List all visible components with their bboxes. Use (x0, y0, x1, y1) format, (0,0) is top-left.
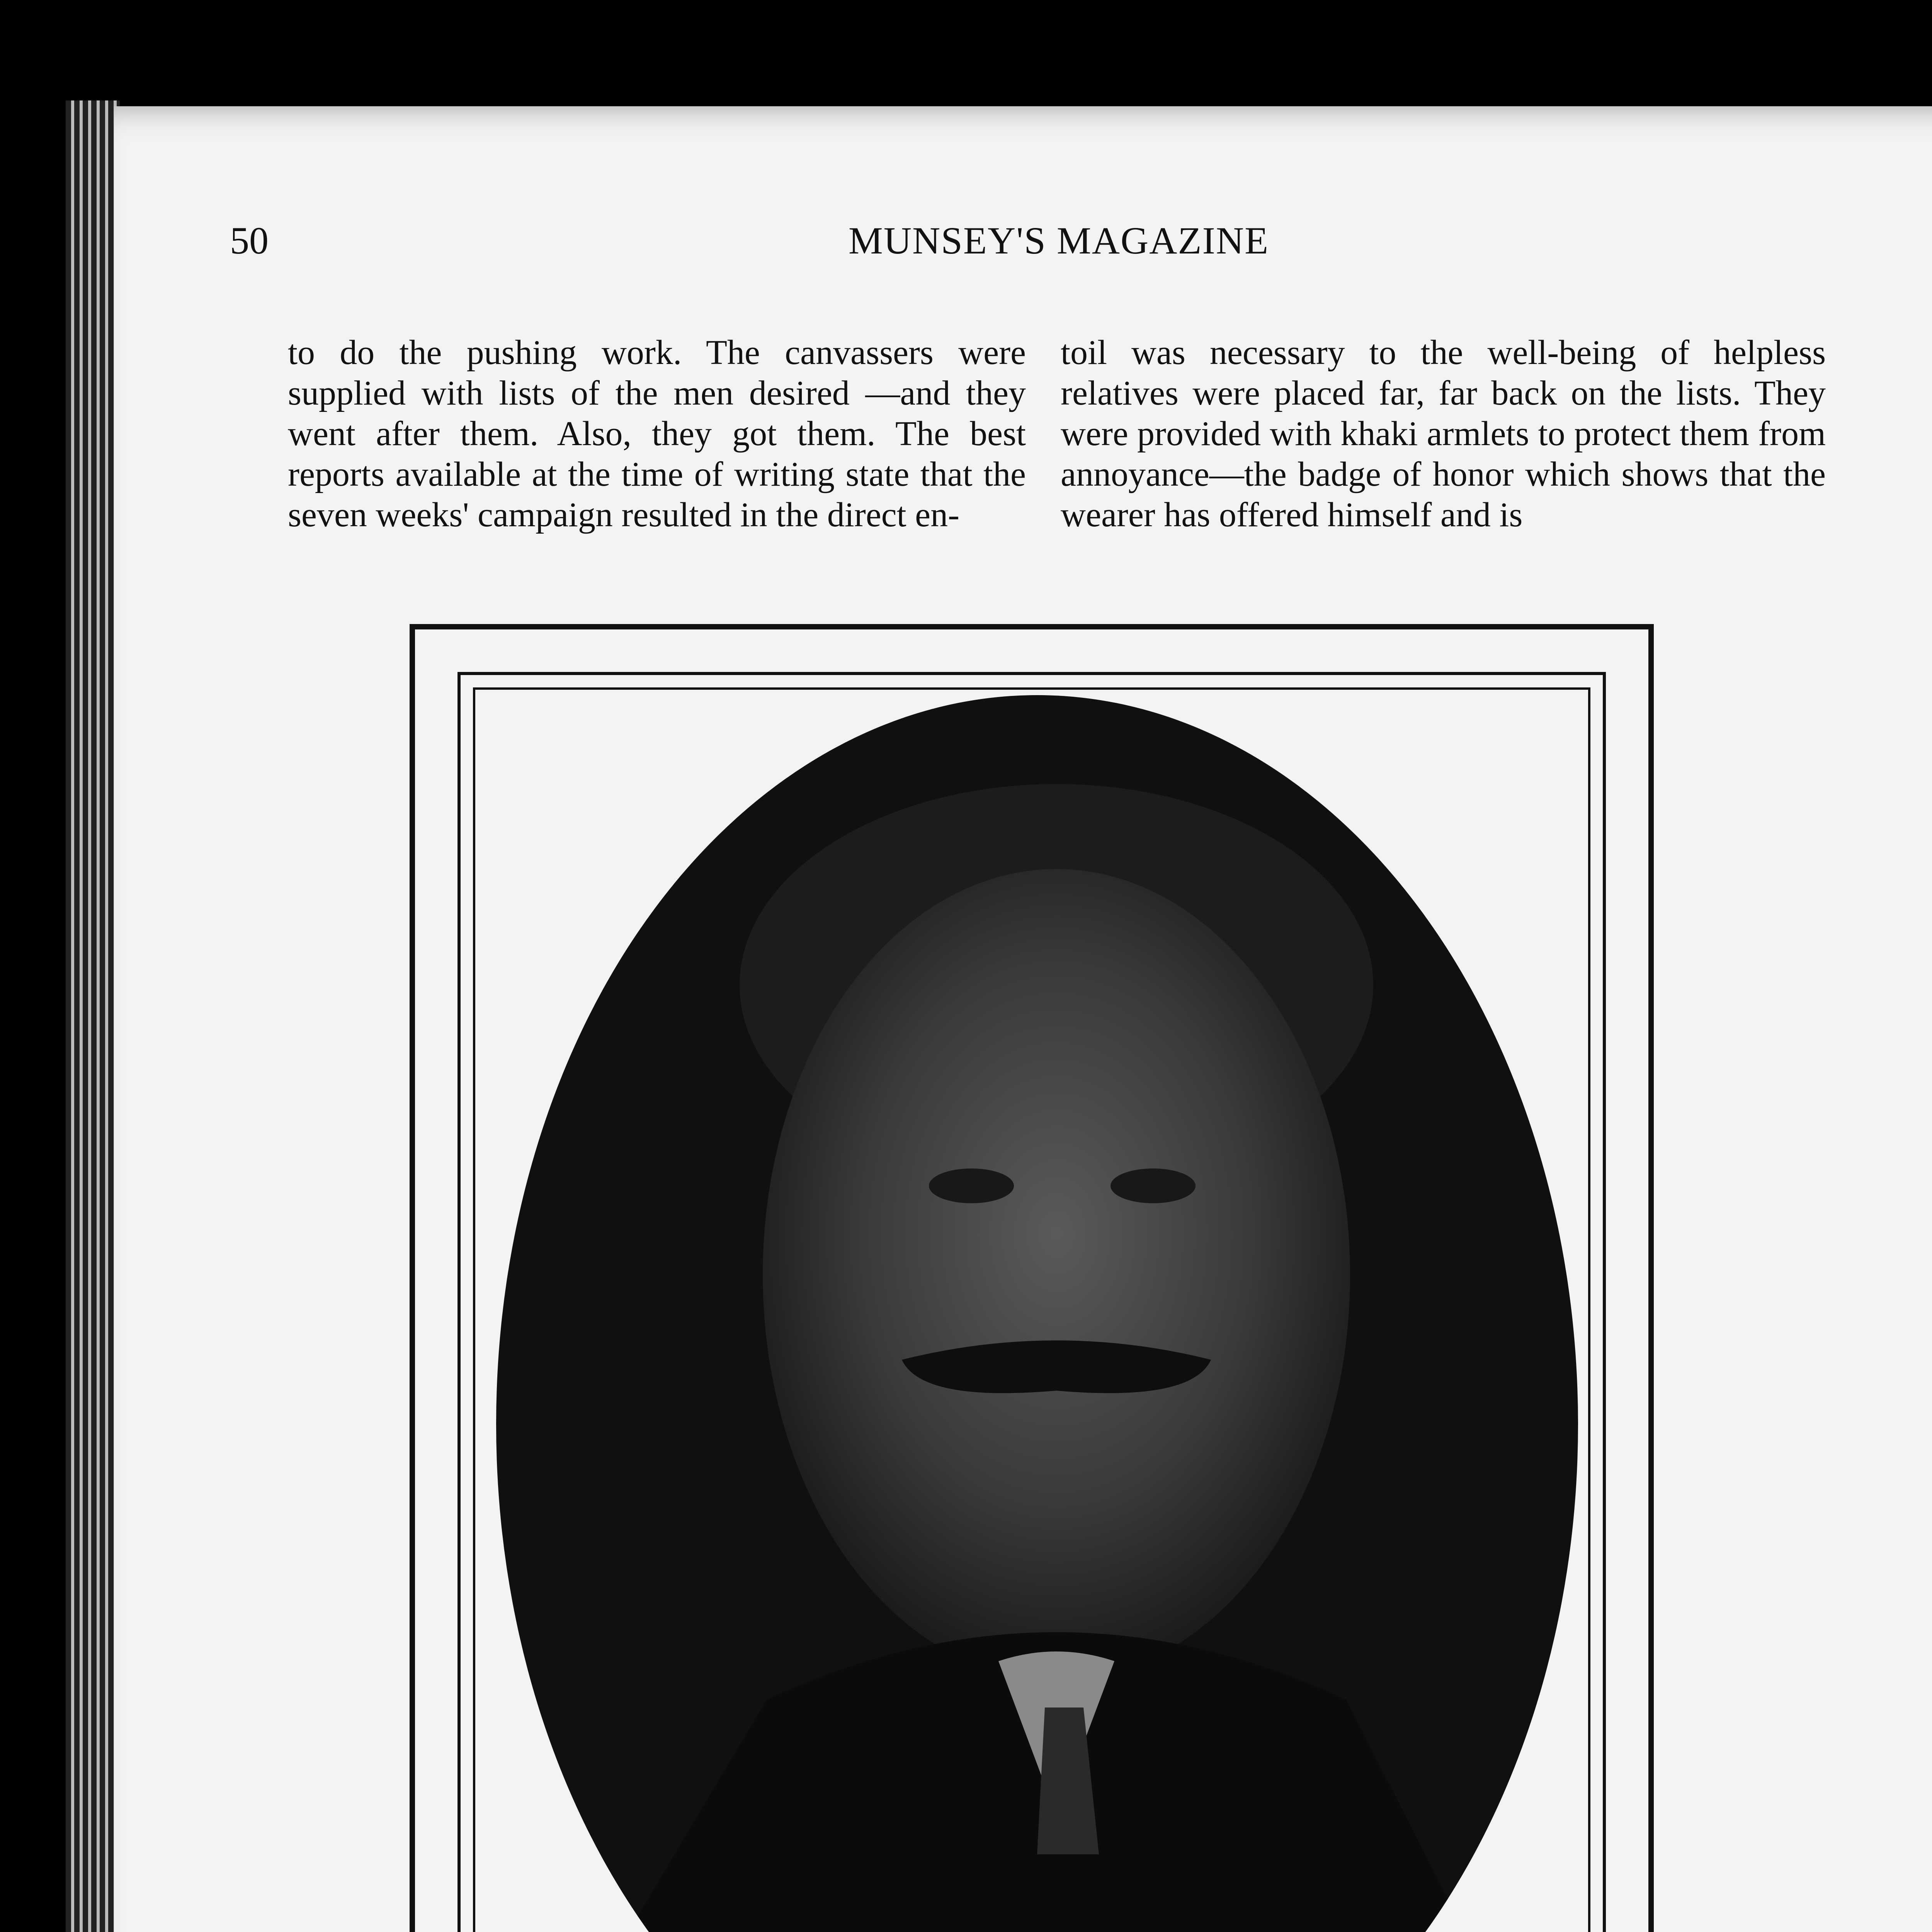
portrait-figure (410, 624, 1654, 1932)
portrait-photograph (496, 695, 1578, 1932)
magazine-page (114, 106, 1932, 1932)
top-left-column (288, 332, 1026, 535)
page-number: 50 (230, 219, 269, 262)
paragraph: to do the pushing work. The canvassers were supplied with lists of the men desired —and they went after them. Also, they got them. The best reports available at the time of writing state that the seven weeks' campaign resulted in the direct en- (288, 333, 1026, 534)
paragraph: toil was necessary to the well-being of helpless relatives were placed far, far back on the lists. They were provided with khaki armlets to protect them from annoyance—the badge of honor which shows that the wearer has offered himself and is (1061, 333, 1826, 534)
page-stack-edge (66, 100, 120, 1932)
top-right-column (1061, 332, 1826, 535)
running-head: MUNSEY'S MAGAZINE (848, 219, 1269, 262)
